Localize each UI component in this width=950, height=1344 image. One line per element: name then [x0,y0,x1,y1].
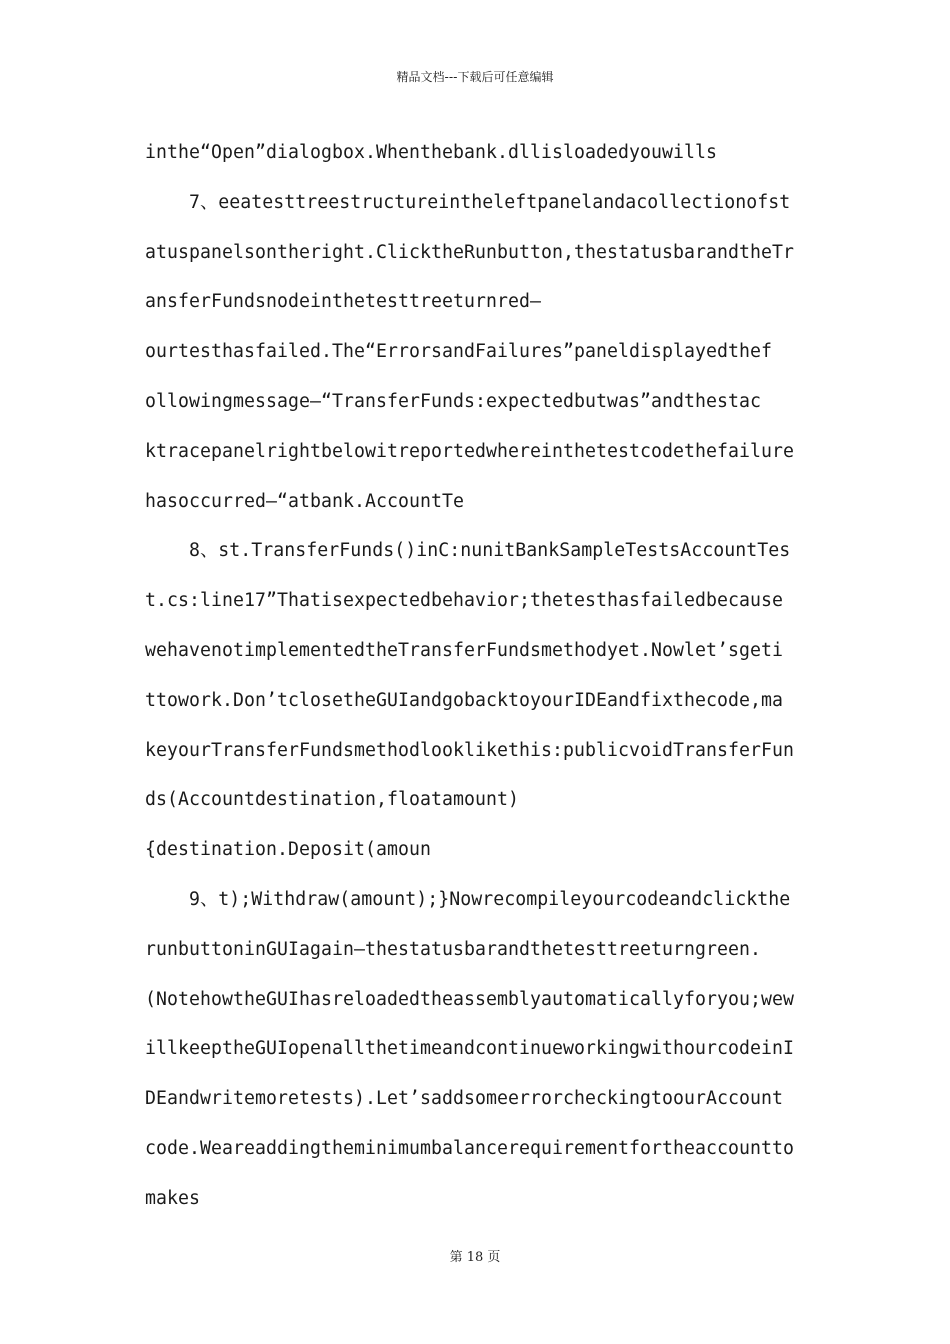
text-line: runbuttoninGUIagain–thestatusbarandthetesttreeturngreen. [145,938,761,960]
text-line: 9、t);Withdraw(amount);}Nowrecompileyourcodeandclickthe [145,888,791,910]
text-line: makes [145,1187,200,1209]
text-line: hasoccurred–“atbank.AccountTe [145,490,464,512]
text-line: ktracepanelrightbelowitreportedwhereinthetestcodethefailure [145,440,794,462]
text-line: t.cs:line17”Thatisexpectedbehavior;thetesthasfailedbecause [145,590,783,612]
text-line: ds(Accountdestination,floatamount) [145,789,519,811]
text-line: ourtesthasfailed.The“ErrorsandFailures”paneldisplayedthef [145,341,772,363]
text-line: wehavenotimplementedtheTransferFundsmethodyet.Nowlet’sgeti [145,639,783,661]
text-line: (NotehowtheGUIhasreloadedtheassemblyautomaticallyforyou;wew [145,988,794,1010]
text-line: keyourTransferFundsmethodlooklikethis:publicvoidTransferFun [145,739,794,761]
text-line: inthe“Open”dialogbox.Whenthebank.dllisloadedyouwills [145,142,717,163]
text-line: atuspanelsontheright.ClicktheRunbutton,thestatusbarandtheTr [145,241,794,263]
document-body [145,128,810,1224]
text-line: ansferFundsnodeinthetesttreeturnred– [145,291,541,313]
text-line: DEandwritemoretests).Let’saddsomeerrorcheckingtoourAccount [145,1088,783,1110]
text-line: {destination.Deposit(amoun [145,839,431,861]
text-line: 8、st.TransferFunds()inC:nunitBankSampleTestsAccountTes [145,540,791,562]
page-header: 精品文档---下载后可任意编辑 [396,70,554,84]
text-line: ollowingmessage–“TransferFunds:expectedbutwas”andthestac [145,390,761,412]
text-line: ttowork.Don’tclosetheGUIandgobacktoyourIDEandfixthecode,ma [145,689,783,711]
text-line: code.Weareaddingtheminimumbalancerequirementfortheaccountto [145,1137,794,1159]
page-number: 第 18 页 [449,1250,501,1265]
text-line: 7、eeatesttreestructureintheleftpanelandacollectionofst [145,191,791,213]
text-line: illkeeptheGUIopenallthetimeandcontinueworkingwithourcodeinI [145,1038,794,1060]
